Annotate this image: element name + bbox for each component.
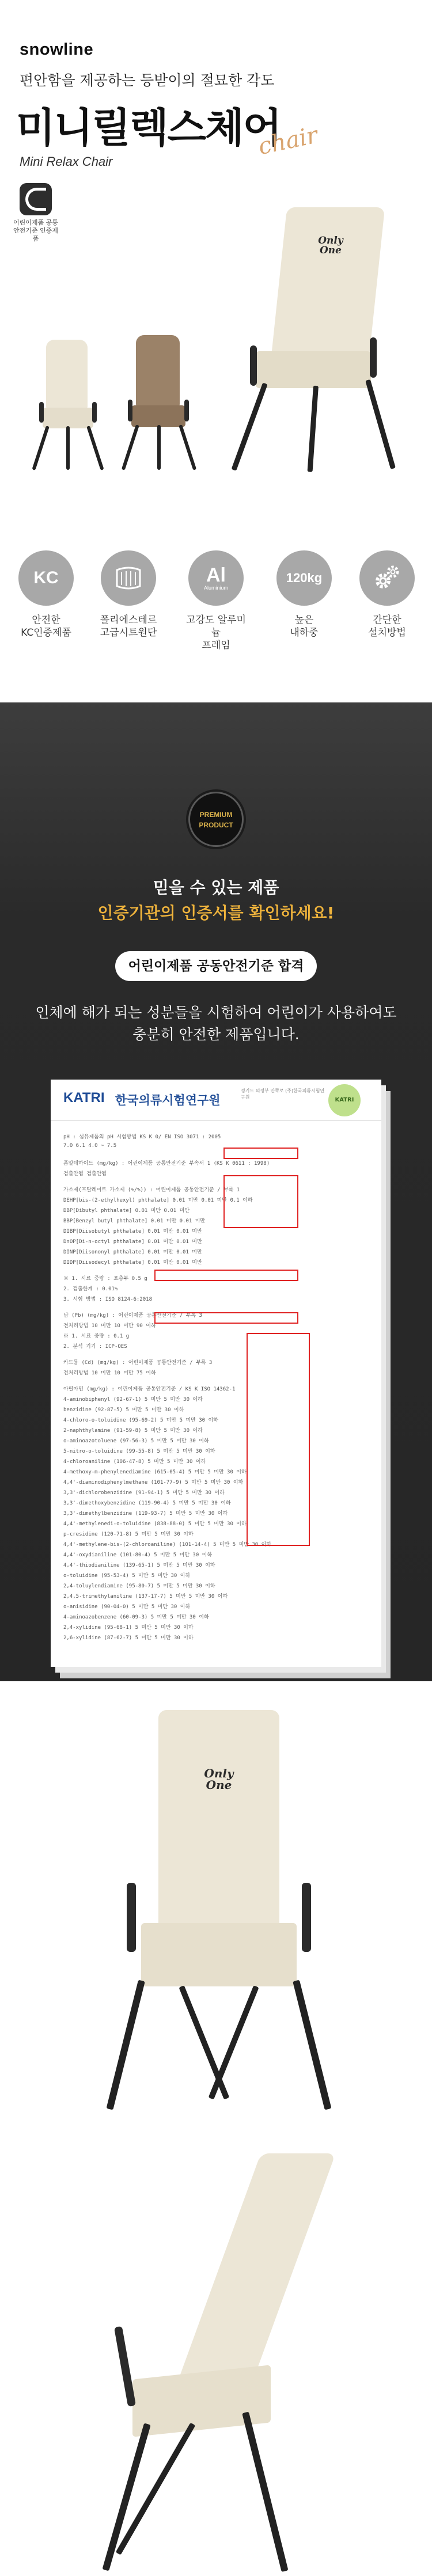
feature-load [270, 550, 339, 639]
certificate-row: benzidine (92-87-5) 5 미만 5 미만 30 이하 [63, 1407, 184, 1413]
certificate-row: DEHP[bis-(2-ethylhexyl) phthalate] 0.01 미만 0.01 미만 0.1 이하 [63, 1198, 253, 1203]
certificate-address: 경기도 의정부 안쪽로 (주)한국의류시험연구원 [241, 1088, 325, 1100]
certificate-row: ※ 1. 시료 중량 : 0.1 g [63, 1333, 130, 1339]
safety-description: 인체에 해가 되는 성분들을 시험하여 어린이가 사용하여도 충분히 안전한 제품입니다. [35, 1004, 397, 1043]
feature-label: 고강도 알루미늄 프레임 [186, 614, 246, 651]
highlight-box [154, 1270, 298, 1281]
certificate-row: 가소제(프탈레이트 가소제 (%/%)) : 어린이제품 공통안전기준 / 부록 1 [63, 1187, 240, 1193]
certificate-row: 4-chloroaniline (106-47-8) 5 미만 5 미만 30 이하 [63, 1459, 206, 1465]
chair-side-photo [0, 2130, 432, 2576]
tagline: 편안함을 제공하는 등받이의 절묘한 각도 [20, 72, 275, 89]
chair-logo-line2: One [320, 245, 342, 256]
trust-heading: 믿을 수 있는 제품 [153, 878, 279, 897]
feature-kc [12, 550, 81, 639]
certificate-row: o-anisidine (90-04-0) 5 미만 5 미만 30 이하 [63, 1604, 191, 1610]
certificate-row: 4,4'-methylenedi-o-toluidine (838-88-0) 5 미만 5 미만 30 이하 [63, 1521, 247, 1527]
trust-subheading: 인증기관의 인증서를 확인하세요! [97, 903, 335, 922]
english-product-name: Mini Relax Chair [20, 154, 113, 169]
brand-logo: snowline [20, 40, 94, 59]
feature-label: 안전한 KC인증제품 [21, 614, 71, 639]
kc-mark-icon: KC [18, 550, 74, 606]
feature-label: 폴리에스테르 고급시트원단 [100, 614, 157, 639]
certificate-row: 5-nitro-o-toluidine (99-55-8) 5 미만 5 미만 30 이하 [63, 1449, 215, 1454]
certificate-row: 7.0 6.1 4.0 ~ 7.5 [63, 1143, 117, 1149]
certificate-row: 2,4,5-trimethylaniline (137-17-7) 5 미만 5 미만 30 이하 [63, 1594, 228, 1599]
certificate-row: 2-naphthylamine (91-59-8) 5 미만 5 미만 30 이하 [63, 1428, 203, 1434]
feature-label: 높은 내하중 [290, 614, 319, 639]
certificate-row: BBP[Benzyl butyl phthalate] 0.01 미만 0.01 미만 [63, 1218, 206, 1224]
certificate-row: 4-methoxy-m-phenylenediamine (615-05-4) 5 미만 5 미만 30 이하 [63, 1469, 247, 1475]
chair-image-ivory-large [233, 207, 406, 478]
certificate-row: 4,4'-methylene-bis-(2-chloroaniline) (101-14-4) 5 미만 5 미만 30 이하 [63, 1542, 272, 1548]
chair-image-front [109, 1710, 328, 2113]
feature-setup [353, 550, 422, 639]
katri-name: 한국의류시험연구원 [115, 1093, 221, 1107]
certificate-row: 2. 검출한계 : 0.01% [63, 1286, 118, 1292]
chair-image-mocha-small [122, 335, 196, 473]
feature-label: 간단한 설치방법 [368, 614, 406, 639]
product-title: 미니릴렉스체어 [16, 104, 281, 151]
certificate-row: 전처리방법 10 미만 10 미만 75 이하 [63, 1370, 156, 1376]
certificate-row: 2. 분석 기기 : ICP-OES [63, 1344, 127, 1350]
certificate-row: 폼알데하이드 (mg/kg) : 어린이제품 공통안전기준 부속서 1 (KS K 0611 : 1998) [63, 1161, 270, 1167]
kc-certification-icon [20, 183, 52, 215]
pass-badge: 어린이제품 공동안전기준 합격 [115, 951, 317, 981]
hero-section [0, 0, 432, 501]
chair-image-side [109, 2153, 340, 2576]
certificate-row: DIDP[Diisodecyl phthalate] 0.01 미만 0.01 미만 [63, 1260, 202, 1266]
certificate-row: 4-aminoazobenzene (60-09-3) 5 미만 5 미만 30 이하 [63, 1614, 209, 1620]
certificate-row: 3,3'-dimethylbenzidine (119-93-7) 5 미만 5 미만 30 이하 [63, 1511, 228, 1517]
highlight-box [247, 1333, 310, 1546]
katri-seal-icon: KATRI [328, 1084, 361, 1116]
weight-icon: 120kg [276, 550, 332, 606]
highlight-box [154, 1312, 298, 1324]
certificate-row: DnOP[Di-n-octyl phthalate] 0.01 미만 0.01 미만 [63, 1239, 202, 1245]
certificate-row: 아릴아민 (mg/kg) : 어린이제품 공통안전기준 / KS K ISO 14362-1 [63, 1386, 236, 1392]
certificate-header [51, 1080, 381, 1121]
gear-icon [359, 550, 415, 606]
katri-logo: KATRI [63, 1090, 105, 1105]
certificate-row: DINP[Diisononyl phthalate] 0.01 미만 0.01 미만 [63, 1249, 202, 1255]
features-section [0, 501, 432, 702]
certificate-row: 4,4'-diaminodiphenylmethane (101-77-9) 5 미만 5 미만 30 이하 [63, 1480, 244, 1485]
highlight-box [223, 1175, 298, 1228]
feature-aluminium [181, 550, 251, 652]
certificate-row: ※ 1. 시료 중량 : 표층부 0.5 g [63, 1276, 147, 1282]
chair-logo-line1: Only [204, 1766, 234, 1780]
aluminium-icon: Al Aluminium [188, 550, 244, 606]
chair-logo-line2: One [206, 1778, 232, 1792]
certificate-row: pH : 섬유제품의 pH 시험방법 KS K 0/ EN ISO 3071 : 2005 [63, 1134, 221, 1140]
certificate-row: DBP[Dibutyl phthalate] 0.01 미만 0.01 미만 [63, 1208, 190, 1214]
feature-fabric [94, 550, 163, 639]
certificate-row: 2,6-xylidine (87-62-7) 5 미만 5 미만 30 이하 [63, 1635, 194, 1641]
script-accent: chair [256, 121, 320, 161]
certificate-row: 검출안됨 검출안됨 [63, 1171, 107, 1177]
certificate-row: 3,3'-dimethoxybenzidine (119-90-4) 5 미만 5 미만 30 이하 [63, 1500, 231, 1506]
highlight-box [223, 1148, 298, 1159]
certificate-row: 2,4-toluylendiamine (95-80-7) 5 미만 5 미만 30 이하 [63, 1583, 215, 1589]
certificate-row: 4,4'-oxydianiline (101-80-4) 5 미만 5 미만 30 이하 [63, 1552, 213, 1558]
certification-section [0, 702, 432, 1681]
chair-logo-line1: Only [318, 235, 343, 246]
certificate-row: 납 (Pb) (mg/kg) : 어린이제품 공통안전기준 / 부록 3 [63, 1313, 202, 1319]
fabric-icon [101, 550, 156, 606]
certificate-row: o-aminoazotoluene (97-56-3) 5 미만 5 미만 30 이하 [63, 1438, 209, 1444]
certificate-row: 3. 시험 방법 : ISO 8124-6:2018 [63, 1297, 152, 1302]
premium-product-badge: PREMIUM PRODUCT [188, 792, 244, 847]
certificate-row: 카드뮴 (Cd) (mg/kg) : 어린이제품 공통안전기준 / 부록 3 [63, 1360, 213, 1366]
certificate-row: 3,3'-dichlorobenzidine (91-94-1) 5 미만 5 미만 30 이하 [63, 1490, 225, 1496]
certificate-row: DIBP[Diisobutyl phthalate] 0.01 미만 0.01 미만 [63, 1229, 202, 1234]
certificate-row: 4,4'-thiodianiline (139-65-1) 5 미만 5 미만 30 이하 [63, 1563, 215, 1568]
certificate-row: 2,4-xylidine (95-68-1) 5 미만 5 미만 30 이하 [63, 1625, 194, 1631]
test-certificate [51, 1080, 381, 1667]
chair-image-ivory-small [33, 340, 103, 472]
chair-front-photo [0, 1681, 432, 2130]
certificate-row: 4-chloro-o-toluidine (95-69-2) 5 미만 5 미만 30 이하 [63, 1418, 218, 1423]
certificate-row: 전처리방법 10 미만 10 미만 90 이하 [63, 1323, 156, 1329]
certificate-row: 4-aminobiphenyl (92-67-1) 5 미만 5 미만 30 이하 [63, 1397, 203, 1403]
kc-caption: 어린이제품 공통안전기준 인증제품 [13, 219, 58, 242]
certificate-row: p-cresidine (120-71-8) 5 미만 5 미만 30 이하 [63, 1532, 194, 1537]
certificate-row: o-toluidine (95-53-4) 5 미만 5 미만 30 이하 [63, 1573, 191, 1579]
